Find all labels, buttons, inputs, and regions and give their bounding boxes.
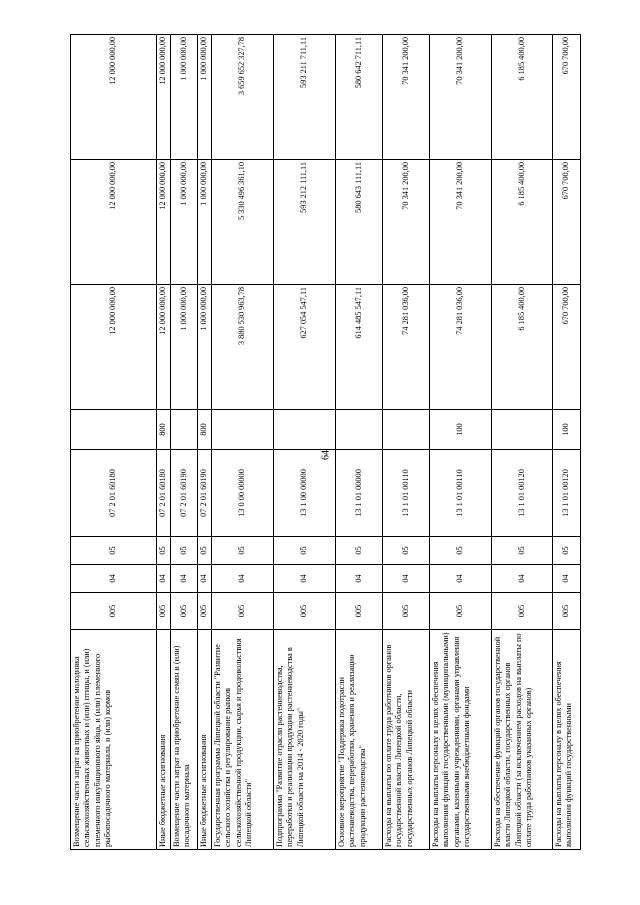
row-name: Возмещение части затрат на приобретение семян и (или) посадочного материала	[171, 630, 198, 850]
table-row	[492, 35, 553, 850]
admin-code: 005	[212, 593, 274, 630]
expense-type-code: 800	[157, 410, 171, 450]
amount-year-3: 12 000 000,00	[157, 35, 171, 160]
subsection-code: 05	[336, 537, 383, 565]
table-row	[553, 35, 581, 850]
row-name: Возмещение части затрат на приобретение молодняка сельскохозяйственных животных и (или) птицы, и (или) племенного инкубационного яйца, и (или) племенного рыбопосадочного материала, и (или) кормов	[71, 630, 157, 850]
amount-year-1: 74 281 036,00	[383, 285, 430, 410]
subsection-code: 05	[492, 537, 553, 565]
table-row	[430, 35, 492, 850]
table-row	[198, 35, 212, 850]
subsection-code: 05	[212, 537, 274, 565]
table-row	[383, 35, 430, 850]
target-article-code: 07 2 01 60180	[157, 450, 171, 537]
table-row	[157, 35, 171, 850]
section-code: 04	[336, 565, 383, 593]
section-code: 04	[198, 565, 212, 593]
admin-code: 005	[383, 593, 430, 630]
amount-year-3: 593 211 711,11	[274, 35, 336, 160]
admin-code: 005	[492, 593, 553, 630]
row-name: Иные бюджетные ассигнования	[157, 630, 171, 850]
target-article-code: 13 1 01 00120	[492, 450, 553, 537]
expense-type-code	[71, 410, 157, 450]
admin-code: 005	[157, 593, 171, 630]
amount-year-1: 670 700,00	[553, 285, 581, 410]
amount-year-2: 12 000 000,00	[157, 160, 171, 285]
section-code: 04	[553, 565, 581, 593]
subsection-code: 05	[71, 537, 157, 565]
amount-year-1: 74 281 036,00	[430, 285, 492, 410]
admin-code: 005	[71, 593, 157, 630]
amount-year-3: 6 185 400,00	[492, 35, 553, 160]
admin-code: 005	[171, 593, 198, 630]
amount-year-1: 1 000 000,00	[171, 285, 198, 410]
target-article-code: 13 0 00 00000	[212, 450, 274, 537]
amount-year-1: 1 000 000,00	[198, 285, 212, 410]
amount-year-3: 670 700,00	[553, 35, 581, 160]
amount-year-3: 1 000 000,00	[171, 35, 198, 160]
amount-year-1: 3 880 530 963,78	[212, 285, 274, 410]
amount-year-2: 670 700,00	[553, 160, 581, 285]
section-code: 04	[383, 565, 430, 593]
amount-year-2: 70 341 200,00	[383, 160, 430, 285]
amount-year-3: 3 659 652 327,78	[212, 35, 274, 160]
amount-year-2: 12 000 000,00	[71, 160, 157, 285]
subsection-code: 05	[198, 537, 212, 565]
amount-year-2: 1 000 000,00	[171, 160, 198, 285]
admin-code: 005	[198, 593, 212, 630]
subsection-code: 05	[157, 537, 171, 565]
expense-type-code	[171, 410, 198, 450]
section-code: 04	[492, 565, 553, 593]
target-article-code: 13 1 00 00000	[274, 450, 336, 537]
row-name: Подпрограмма "Развитие отрасли растениеводства, переработки и реализации продукции растениеводства в Липецкой области на 2014 - 2020 годы"	[274, 630, 336, 850]
section-code: 04	[274, 565, 336, 593]
table-row	[336, 35, 383, 850]
subsection-code: 05	[383, 537, 430, 565]
admin-code: 005	[274, 593, 336, 630]
target-article-code: 07 2 01 60190	[171, 450, 198, 537]
rotated-table-area	[70, 35, 574, 850]
row-name: Иные бюджетные ассигнования	[198, 630, 212, 850]
section-code: 04	[212, 565, 274, 593]
amount-year-3: 70 341 200,00	[430, 35, 492, 160]
amount-year-1: 6 185 400,00	[492, 285, 553, 410]
amount-year-3: 1 000 000,00	[198, 35, 212, 160]
expense-type-code	[492, 410, 553, 450]
page-number: 64	[320, 450, 332, 460]
amount-year-2: 580 643 111,11	[336, 160, 383, 285]
budget-table	[70, 34, 581, 850]
expense-type-code	[274, 410, 336, 450]
subsection-code: 05	[430, 537, 492, 565]
target-article-code: 07 2 01 60190	[198, 450, 212, 537]
amount-year-1: 614 485 547,11	[336, 285, 383, 410]
table-row	[274, 35, 336, 850]
target-article-code: 13 1 01 00120	[553, 450, 581, 537]
amount-year-3: 70 341 200,00	[383, 35, 430, 160]
section-code: 04	[171, 565, 198, 593]
expense-type-code: 100	[430, 410, 492, 450]
row-name: Расходы на выплаты по оплате труда работников органов государственной власти Липецкой области, государственных органов Липецкой области	[383, 630, 430, 850]
subsection-code: 05	[274, 537, 336, 565]
subsection-code: 05	[553, 537, 581, 565]
amount-year-2: 1 000 000,00	[198, 160, 212, 285]
row-name: Расходы на выплаты персоналу в целях обеспечения выполнения функций государственными	[553, 630, 581, 850]
expense-type-code	[383, 410, 430, 450]
subsection-code: 05	[171, 537, 198, 565]
amount-year-3: 580 642 711,11	[336, 35, 383, 160]
expense-type-code: 800	[198, 410, 212, 450]
amount-year-3: 12 000 000,00	[71, 35, 157, 160]
amount-year-2: 593 212 111,11	[274, 160, 336, 285]
table-row	[71, 35, 157, 850]
amount-year-1: 12 000 000,00	[157, 285, 171, 410]
target-article-code: 07 2 01 60180	[71, 450, 157, 537]
expense-type-code	[336, 410, 383, 450]
admin-code: 005	[430, 593, 492, 630]
section-code: 04	[71, 565, 157, 593]
row-name: Государственная программа Липецкой области "Развитие сельского хозяйства и регулирование рынков сельскохозяйственной продукции, сырья и продовольствия Липецкой области"	[212, 630, 274, 850]
target-article-code: 13 1 01 00110	[383, 450, 430, 537]
row-name: Основное мероприятие "Поддержка подотрасли растениеводства, переработки, хранения и реализации продукции растениеводства"	[336, 630, 383, 850]
table-row	[171, 35, 198, 850]
admin-code: 005	[336, 593, 383, 630]
target-article-code: 13 1 01 00110	[430, 450, 492, 537]
amount-year-2: 5 330 496 361,10	[212, 160, 274, 285]
table-row	[212, 35, 274, 850]
amount-year-2: 70 341 200,00	[430, 160, 492, 285]
amount-year-2: 6 185 400,00	[492, 160, 553, 285]
amount-year-1: 627 054 547,11	[274, 285, 336, 410]
row-name: Расходы на обеспечение функций органов государственной власти Липецкой области, государственных органов Липецкой области (за исключением расходов на выплаты по оплате труда работников указанных органов)	[492, 630, 553, 850]
section-code: 04	[430, 565, 492, 593]
expense-type-code: 100	[553, 410, 581, 450]
amount-year-1: 12 000 000,00	[71, 285, 157, 410]
target-article-code: 13 1 01 00000	[336, 450, 383, 537]
row-name: Расходы на выплаты персоналу в целях обеспечения выполнения функций государственными (муниципальными) органами, казенными учреждениями, органами управления государственными внебюджетными фондами	[430, 630, 492, 850]
admin-code: 005	[553, 593, 581, 630]
expense-type-code	[212, 410, 274, 450]
section-code: 04	[157, 565, 171, 593]
